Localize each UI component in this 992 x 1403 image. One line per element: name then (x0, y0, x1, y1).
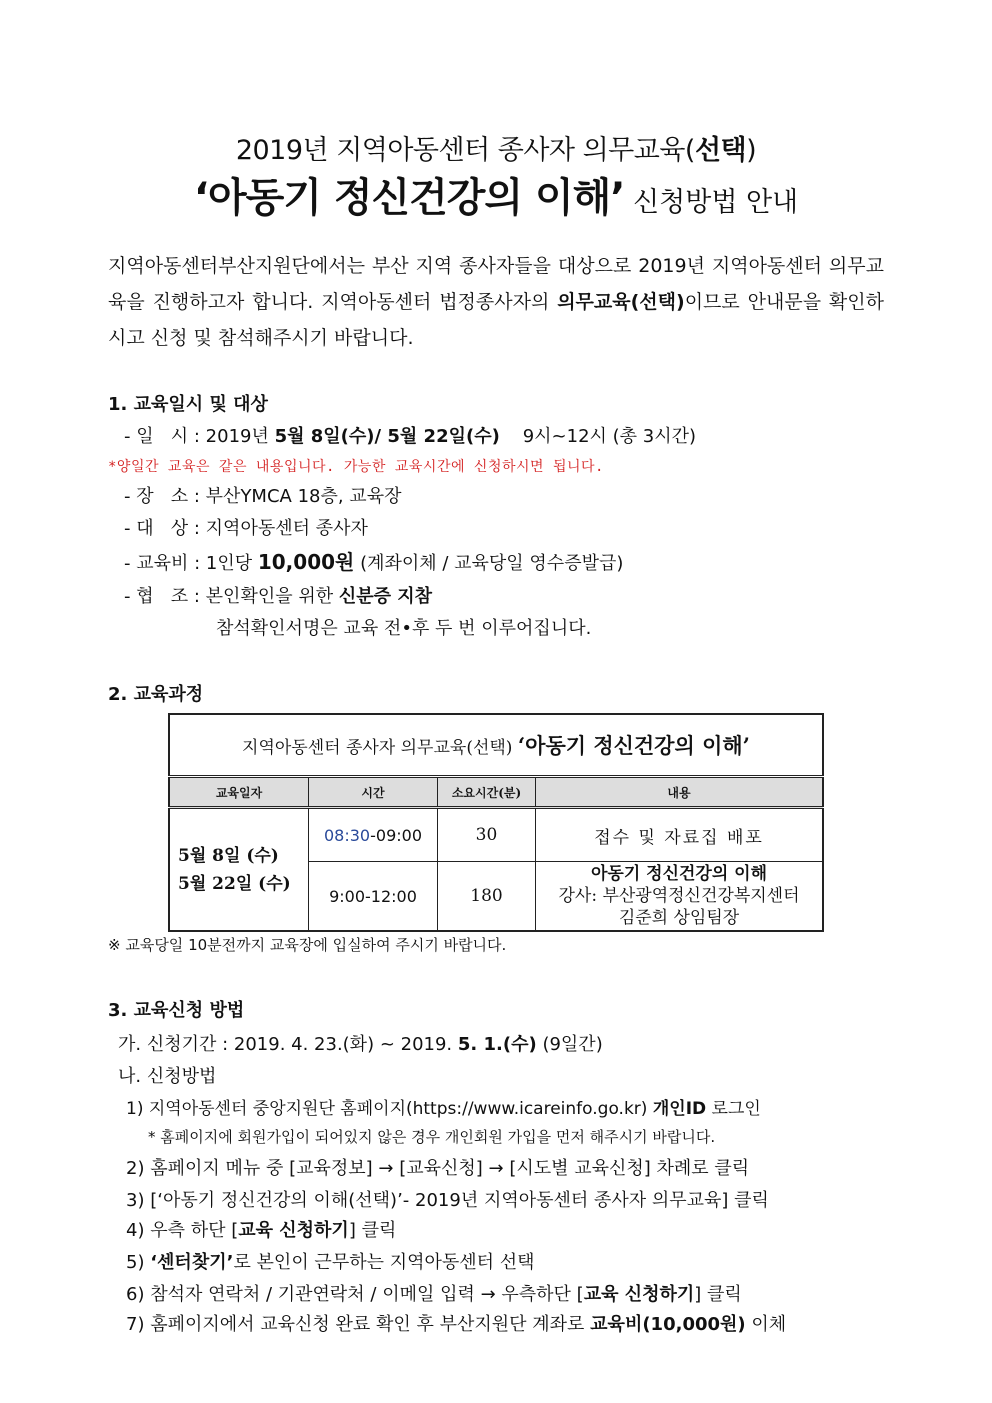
row2-minutes: 180 (438, 862, 536, 932)
step-4-suffix: ] 클릭 (348, 1220, 397, 1241)
fee-detail: (계좌이체 / 교육당일 영수증발급) (354, 553, 624, 574)
coop-bold: 신분증 지참 (338, 586, 433, 607)
date-line (124, 422, 696, 448)
period-rest: (9일간) (536, 1034, 603, 1055)
date-time: 9시~12시 (총 3시간) (499, 426, 697, 447)
section1-heading: 1. 교육일시 및 대상 (108, 394, 268, 415)
step-5-suffix: 로 본인이 근무하는 지역아동센터 선택 (233, 1252, 535, 1273)
column-header-date: 교육일자 (169, 777, 309, 808)
intro-part-1: 지역아동센터부산지원단에서는 부산 지역 종사자들을 대상으로 2019년 지역아동센터 의무교육을 진행하고자 합니다. 지역아동센터 법정종사자의 (108, 255, 884, 313)
step-5-prefix: 5) (126, 1252, 151, 1273)
step-7-prefix: 7) 홈페이지에서 교육신청 완료 확인 후 부산지원단 계좌로 (126, 1314, 591, 1335)
step-6-bold: 교육 신청하기 (583, 1284, 695, 1305)
column-header-minutes: 소요시간(분) (438, 777, 536, 808)
step-4-bold: 교육 신청하기 (238, 1220, 349, 1241)
course-date-1: 5월 8일 (수) (178, 845, 279, 866)
step-7-bold: 교육비(10,000원) (590, 1314, 746, 1335)
step-1-prefix: 1) 지역아동센터 중앙지원단 홈페이지(https://www.icareinfo.go.kr) (126, 1099, 653, 1119)
title-line-1 (0, 128, 992, 167)
coop-line-2: 참석확인서명은 교육 전•후 두 번 이루어집니다. (216, 618, 592, 639)
step-3: 3) [‘아동기 정신건강의 이해(선택)’- 2019년 지역아동센터 종사자 의무교육] 클릭 (126, 1190, 769, 1211)
date-note: *양일간 교육은 같은 내용입니다. 가능한 교육시간에 신청하시면 됩니다. (108, 459, 604, 475)
step-1 (126, 1094, 761, 1119)
course-table (168, 713, 824, 932)
course-date-2: 5월 22일 (수) (178, 873, 291, 894)
step-1-note: * 홈페이지에 회원가입이 되어있지 않은 경우 개인회원 가입을 먼저 해주시기 바랍니다. (148, 1128, 716, 1146)
course-table-title (169, 714, 823, 777)
row2-content-instructor: 강사: 부산광역정신건강복지센터 (558, 886, 800, 906)
step-1-suffix: 로그인 (706, 1099, 761, 1119)
title-line-1-bold: 선택 (694, 135, 747, 166)
course-date-cell (169, 808, 309, 932)
date-label: - 일 시 : (124, 426, 206, 447)
step-6-prefix: 6) 참석자 연락처 / 기관연락처 / 이메일 입력 → 우측하단 [ (126, 1284, 584, 1305)
intro-bold: 의무교육(선택) (557, 291, 685, 313)
place-line: - 장 소 : 부산YMCA 18층, 교육장 (124, 486, 402, 507)
step-5-bold: ‘센터찾기’ (150, 1252, 234, 1273)
course-table-title-text: 지역아동센터 종사자 의무교육(선택) (242, 738, 513, 758)
section3-heading: 3. 교육신청 방법 (108, 1000, 245, 1021)
column-header-content: 내용 (536, 777, 824, 808)
fee-amount: 10,000원 (257, 550, 355, 574)
target-line: - 대 상 : 지역아동센터 종사자 (124, 518, 368, 539)
step-4 (126, 1216, 396, 1242)
intro-paragraph (108, 248, 884, 356)
course-table-title-row (169, 714, 823, 777)
method-label: 나. 신청방법 (118, 1066, 217, 1087)
course-table-title-bold: ‘아동기 정신건강의 이해’ (517, 733, 750, 758)
coop-line (124, 582, 432, 608)
date-year: 2019년 (205, 426, 275, 447)
coop-label: - 협 조 : 본인확인을 위한 (124, 586, 339, 607)
step-1-bold: 개인ID (652, 1099, 707, 1119)
step-7 (126, 1310, 786, 1336)
row1-time-end: -09:00 (370, 825, 422, 845)
row2-content-title: 아동기 정신건강의 이해 (590, 864, 768, 884)
row1-minutes: 30 (438, 808, 536, 862)
fee-label: - 교육비 : 1인당 (124, 553, 258, 574)
period-bold: 5. 1.(수) (457, 1034, 537, 1055)
step-4-prefix: 4) 우측 하단 [ (126, 1220, 239, 1241)
title-line-2-rest: 신청방법 안내 (624, 187, 799, 218)
step-2: 2) 홈페이지 메뉴 중 [교육정보] → [교육신청] → [시도별 교육신청] 차례로 클릭 (126, 1158, 750, 1179)
title-line-2 (0, 166, 992, 223)
row1-time (309, 808, 438, 862)
table-row (169, 808, 823, 862)
step-7-suffix: 이체 (745, 1314, 787, 1335)
title-line-1-suffix: ) (746, 135, 757, 166)
course-table-header-row (169, 777, 823, 808)
column-header-time: 시간 (309, 777, 438, 808)
row1-content: 접수 및 자료집 배포 (536, 808, 824, 862)
date-values: 5월 8일(수)/ 5월 22일(수) (274, 426, 500, 447)
row2-content (536, 862, 824, 932)
period-label: 가. 신청기간 : 2019. 4. 23.(화) ~ 2019. (118, 1034, 458, 1055)
row1-time-start: 08:30 (324, 825, 371, 845)
row2-time: 9:00-12:00 (309, 862, 438, 932)
intro-part-2: 이므로 안내문을 확인하시고 신청 및 참석해주시기 바랍니다. (108, 291, 884, 349)
fee-line (124, 546, 623, 575)
section2-heading: 2. 교육과정 (108, 684, 204, 705)
step-6-suffix: ] 클릭 (694, 1284, 742, 1305)
table-footnote: ※ 교육당일 10분전까지 교육장에 입실하여 주시기 바랍니다. (108, 936, 507, 954)
row2-content-instructor-name: 김준희 상임팀장 (618, 908, 740, 928)
step-5 (126, 1248, 535, 1274)
period-line (118, 1030, 603, 1056)
step-6 (126, 1280, 742, 1306)
title-course-name: ‘아동기 정신건강의 이해’ (193, 175, 625, 221)
title-line-1-prefix: 2019년 지역아동센터 종사자 의무교육( (235, 135, 695, 166)
